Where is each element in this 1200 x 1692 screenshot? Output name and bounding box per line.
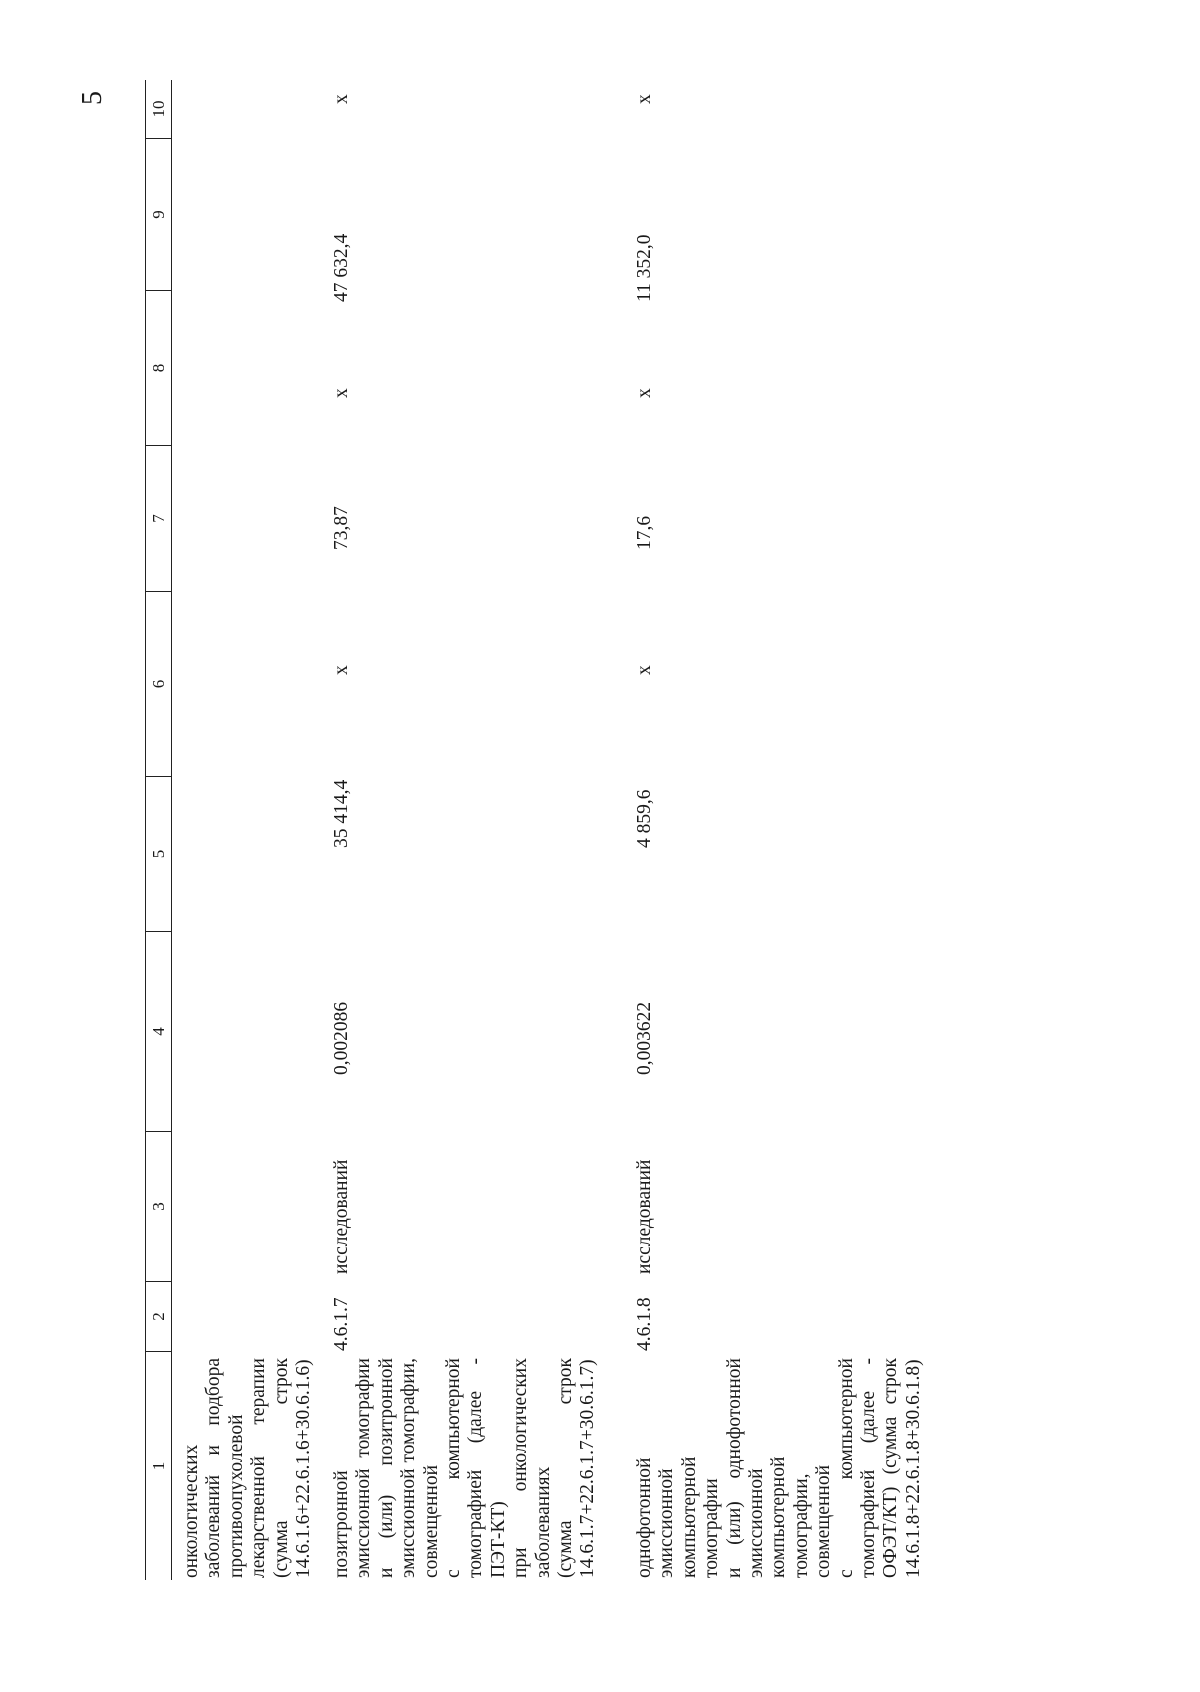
row-name-line: ПЭТ-КТ) — [487, 1501, 509, 1578]
row-col-5: 4 859,6 — [634, 789, 655, 848]
row-col-10: x — [634, 94, 655, 104]
row-name — [634, 1358, 925, 1578]
table-header-row — [145, 80, 172, 1580]
row-unit: исследований — [634, 1159, 655, 1274]
row-unit: исследований — [331, 1159, 352, 1274]
row-name-line: с компьютерной — [443, 1358, 465, 1578]
column-header-9: 9 — [146, 139, 171, 291]
column-header-8: 8 — [146, 291, 171, 446]
row-code: 4.6.1.8 — [634, 1297, 655, 1351]
row-col-8: x — [634, 388, 655, 398]
row-name-line: томографией (далее - — [858, 1358, 880, 1578]
row-col-9: 47 632,4 — [331, 233, 352, 302]
row-col-7: 73,87 — [331, 506, 352, 550]
row-name-line: (сумма строк — [270, 1358, 292, 1578]
row-col-8: x — [331, 388, 352, 398]
row-name-line: 14.6.1.6+22.6.1.6+30.6.1.6) — [293, 1359, 315, 1578]
row-code: 4.6.1.7 — [331, 1297, 352, 1351]
row-name — [331, 1358, 600, 1578]
row-name-line: и (или) однофотонной — [723, 1358, 745, 1578]
row-name-line: совмещенной — [420, 1464, 442, 1578]
row-col-5: 35 414,4 — [331, 779, 352, 848]
row-name-line: совмещенной — [813, 1464, 835, 1578]
row-name-line: эмиссионной — [656, 1468, 678, 1578]
row-name — [181, 1358, 315, 1578]
row-name-line: однофотонной — [634, 1457, 655, 1578]
row-name-line: лекарственной терапии — [248, 1358, 270, 1578]
column-header-10: 10 — [146, 80, 171, 139]
row-name-line: компьютерной — [678, 1456, 700, 1578]
row-name-line: эмиссионной томографии, — [398, 1358, 420, 1578]
row-col-4: 0,003622 — [634, 1001, 655, 1075]
column-header-7: 7 — [146, 446, 171, 592]
row-col-9: 11 352,0 — [634, 234, 655, 302]
row-name-line: онкологических — [181, 1444, 202, 1578]
column-header-2: 2 — [146, 1282, 171, 1352]
row-name-line: позитронной — [331, 1470, 352, 1578]
row-name-line: (сумма строк — [555, 1358, 577, 1578]
column-header-1: 1 — [149, 1461, 168, 1471]
row-name-line: и (или) позитронной — [375, 1358, 397, 1578]
rotated-table — [145, 80, 1170, 1580]
row-name-line: противоопухолевой — [225, 1414, 247, 1578]
row-name-line: 14.6.1.8+22.6.1.8+30.6.1.8) — [902, 1359, 924, 1578]
column-header-6: 6 — [146, 592, 171, 777]
column-header-4: 4 — [146, 932, 171, 1132]
row-col-4: 0,002086 — [331, 1001, 352, 1075]
row-name-line: заболеваний и подбора — [203, 1358, 225, 1578]
row-name-line: при онкологических — [510, 1358, 532, 1578]
page-number: 5 — [77, 91, 108, 105]
row-col-10: x — [331, 94, 352, 104]
row-name-line: эмиссионной томографии — [353, 1358, 375, 1578]
row-name-line: ОФЭТ/КТ) (сумма строк — [880, 1358, 902, 1578]
row-name-line: эмиссионной — [746, 1468, 768, 1578]
row-name-line: томографии — [701, 1478, 723, 1578]
row-name-line: компьютерной — [768, 1456, 790, 1578]
row-col-6: x — [331, 665, 352, 675]
column-header-3: 3 — [146, 1132, 171, 1282]
row-name-line: с компьютерной — [835, 1358, 857, 1578]
row-name-line: заболеваниях — [532, 1466, 554, 1578]
row-name-line: 14.6.1.7+22.6.1.7+30.6.1.7) — [577, 1359, 599, 1578]
row-col-7: 17,6 — [634, 515, 655, 550]
column-header-5: 5 — [146, 777, 171, 932]
row-name-line: томографии, — [790, 1473, 812, 1578]
row-name-line: томографией (далее - — [465, 1358, 487, 1578]
row-col-6: x — [634, 665, 655, 675]
